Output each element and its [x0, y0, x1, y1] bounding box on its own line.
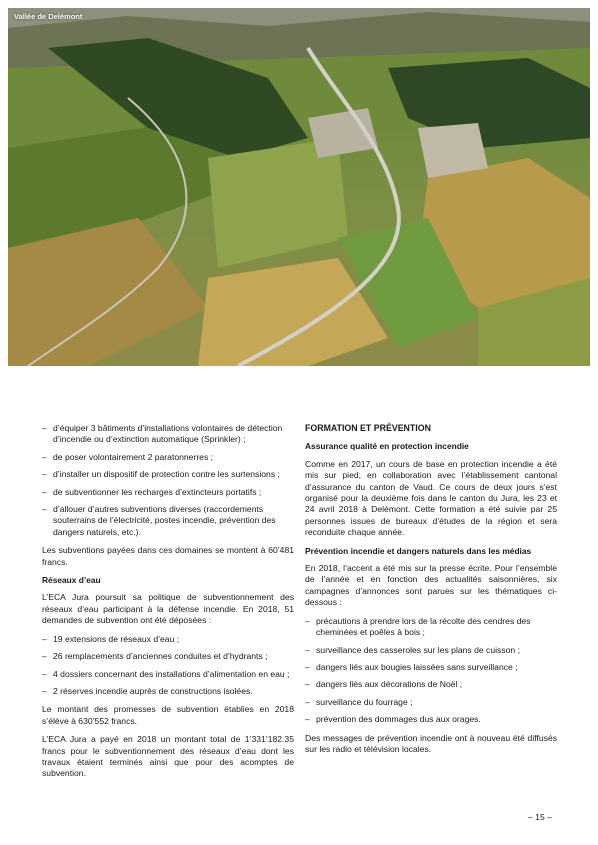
list-item: – 2 réserves incendie auprès de constructions isolées. — [42, 686, 294, 697]
heading-media-prevention: Prévention incendie et dangers naturels dans les médias — [305, 545, 532, 556]
water-network-list — [42, 634, 294, 698]
section-title: FORMATION ET PRÉVENTION — [305, 423, 431, 433]
paragraph-subsidy-promises: Le montant des promesses de subvention établies en 2018 s’élève à 630’552 francs. — [42, 704, 294, 726]
heading-quality-assurance: Assurance qualité en protection incendie — [305, 441, 469, 452]
photo-caption: Vallée de Delémont — [14, 12, 83, 21]
list-item: – précautions à prendre lors de la récolte des cendres des cheminées et poêles à bois ; — [305, 616, 557, 639]
paragraph-water-networks: L’ECA Jura poursuit sa politique de subventionnement des réseaux d’eau participant à la défense incendie. En 2018, 51 demandes de subvention ont été déposées : — [42, 592, 294, 626]
list-item: – d’équiper 3 bâtiments d’installations volontaires de détection d’incendie ou d’extinction automatique (Sprinkler) ; — [42, 423, 294, 446]
subsidy-list — [42, 423, 294, 538]
list-item: – de poser volontairement 2 paratonnerres ; — [42, 452, 294, 463]
list-item: – d’allouer d’autres subventions diverses (raccordements souterrains de l’électricité, postes incendie, prévention des dangers naturels, etc.). — [42, 504, 294, 538]
aerial-landscape-illustration — [8, 8, 590, 366]
paragraph-amount-paid: L’ECA Jura a payé en 2018 un montant total de 1’331’182.35 francs pour le subventionnement des réseaux d’eau dont les travaux étaient terminés ainsi que pour des acomptes de subvention. — [42, 734, 294, 779]
heading-water-networks: Réseaux d’eau — [42, 575, 101, 586]
right-column — [305, 423, 557, 762]
list-item: – 26 remplacements d’anciennes conduites et d’hydrants ; — [42, 651, 294, 662]
list-item: – d’installer un dispositif de protection contre les surtensions ; — [42, 469, 294, 480]
list-item: – de subventionner les recharges d’extincteurs portatifs ; — [42, 487, 294, 498]
list-item: – dangers liés aux bougies laissées sans surveillance ; — [305, 662, 557, 673]
campaign-list — [305, 616, 557, 726]
paragraph-quality-assurance: Comme en 2017, un cours de base en protection incendie a été mis sur pied, en collaboration avec l’établissement cantonal d’assurance du canton de Vaud. Ce cours de deux jours s’est organisé pour la deuxième fois dans le canton du Jura, les 23 et 24 avril 2018 à Delémont. Cette formation a été suivie par 25 personnes issues de bureaux d’études de la région et sera reconduite chaque année. — [305, 458, 557, 538]
list-item: – prévention des dommages dus aux orages. — [305, 714, 557, 725]
aerial-photo — [8, 8, 590, 366]
page-number: – 15 – — [528, 812, 552, 822]
left-column — [42, 423, 294, 787]
list-item: – surveillance du fourrage ; — [305, 697, 557, 708]
list-item: – dangers liés aux décorations de Noël ; — [305, 679, 557, 690]
paragraph-subsidies-total: Les subventions payées dans ces domaines se montent à 60’481 francs. — [42, 545, 294, 567]
list-item: – surveillance des casseroles sur les plans de cuisson ; — [305, 645, 557, 656]
paragraph-media-prevention: En 2018, l’accent a été mis sur la presse écrite. Pour l’ensemble de l’année et en fonction des actualités saisonnières, six campagnes d’annonces sont parues sur les thématiques ci-dessous : — [305, 563, 557, 608]
list-item: – 19 extensions de réseaux d’eau ; — [42, 634, 294, 645]
paragraph-broadcast-messages: Des messages de prévention incendie ont à nouveau été diffusés sur les radio et télévision locales. — [305, 732, 557, 754]
list-item: – 4 dossiers concernant des installations d’alimentation en eau ; — [42, 669, 294, 680]
